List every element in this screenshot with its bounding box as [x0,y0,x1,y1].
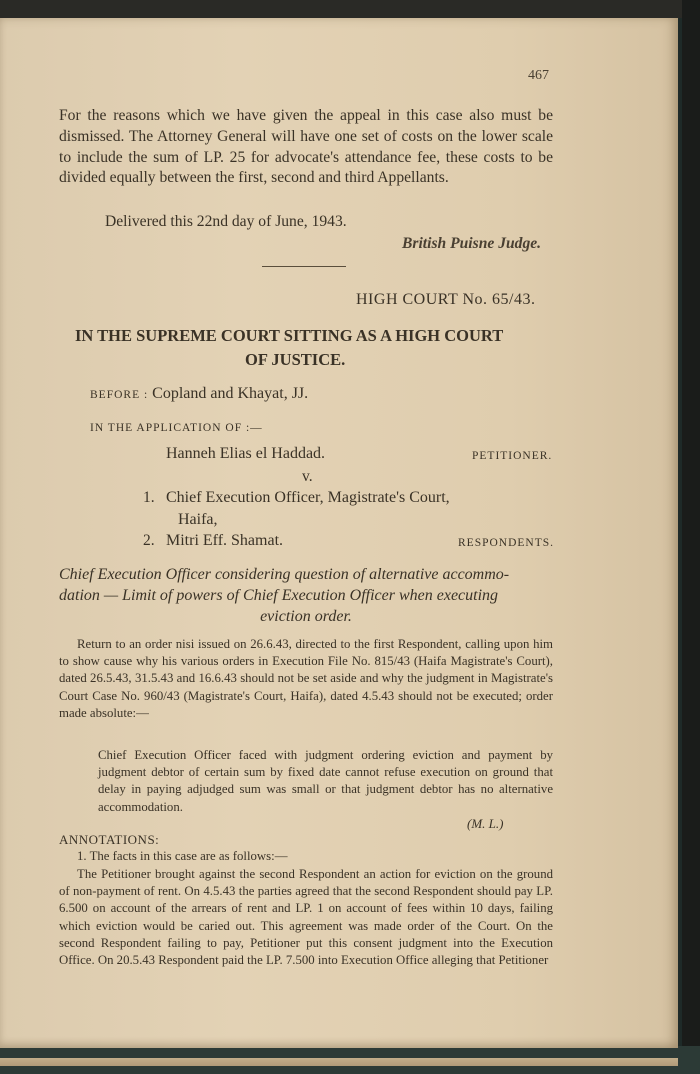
delivery-date-line: Delivered this 22nd day of June, 1943. [105,213,347,230]
respondent-2-name: Mitri Eff. Shamat. [166,532,284,549]
headnote [59,564,553,627]
application-label: IN THE APPLICATION OF :— [90,422,263,434]
headnote-line: dation — Limit of powers of Chief Execution Officer when executing [59,587,499,604]
book-page [0,18,678,1048]
petitioner-label: PETITIONER. [472,450,553,462]
summary-paragraph: Chief Execution Officer faced with judgment ordering eviction and payment by judgment debtor of certain sum by fixed date cannot refuse execution on ground that delay in paying adjudged sum was small or that judgment debtor has no alternative accommodation. [98,748,553,814]
court-title-line-2: OF JUSTICE. [245,350,346,369]
respondents-label: RESPONDENTS. [458,537,555,549]
before-label: BEFORE : [90,389,149,401]
annotation-1-intro: 1. The facts in this case are as follows:— [77,849,288,863]
return-paragraph: Return to an order nisi issued on 26.6.43, directed to the first Respondent, calling upon him to show cause why his various orders in Execution File No. 815/43 (Haifa Magistrate's Court), dated 26.5.43, 31.5.43 and 16.6.43 should not be set aside and why the judgment in Magistrate's Court Case No. 960/43 (Magistrate's Court, Haifa), dated 4.5.43 should not be executed; order made absolute:— [59,637,553,720]
judges-names: Copland and Khayat, JJ. [152,385,309,402]
reporter-initials: (M. L.) [467,816,504,831]
respondent-2-number: 2. [143,532,155,549]
headnote-line: Chief Execution Officer considering question of alternative accommo- [59,566,510,583]
annotations-heading: ANNOTATIONS: [59,832,160,847]
bench-line [90,385,308,403]
judge-signature: British Puisne Judge. [402,235,542,252]
versus: v. [302,468,313,485]
opening-paragraph: For the reasons which we have given the appeal in this case also must be dismissed. The Attorney General will have one set of costs on the lower scale to include the sum of LP. 25 for advocate's attendance fee, these costs to be divided equally between the first, second and third Appellants. [59,107,553,187]
respondent-1-line-1: Chief Execution Officer, Magistrate's Court, [166,489,450,506]
case-number: HIGH COURT No. 65/43. [356,291,536,308]
respondent-1-line-2: Haifa, [178,511,218,528]
facts-paragraph: The Petitioner brought against the second Respondent an action for eviction on the ground of non-payment of rent. On 4.5.43 the parties agreed that the second Respondent should pay LP. 6.500 on account of the arrears of rent and LP. 1 on account of fees within 10 days, failing which eviction would be caried out. This agreement was made order of the Court. On the second Respondent failing to pay, Petitioner put this consent judgment into the Execution Office. On 20.5.43 Respondent paid the LP. 7.500 into Execution Office alleging that Petitioner [59,867,553,968]
page-bottom-edge [0,1058,678,1066]
section-divider [262,266,346,267]
right-dark-border [682,0,700,1074]
court-title-line-1: IN THE SUPREME COURT SITTING AS A HIGH COURT [75,326,504,345]
respondent-1-number: 1. [143,489,155,506]
top-dark-border [0,0,700,18]
petitioner-name: Hanneh Elias el Haddad. [166,445,326,462]
page-number: 467 [528,68,549,83]
headnote-line: eviction order. [260,608,352,625]
